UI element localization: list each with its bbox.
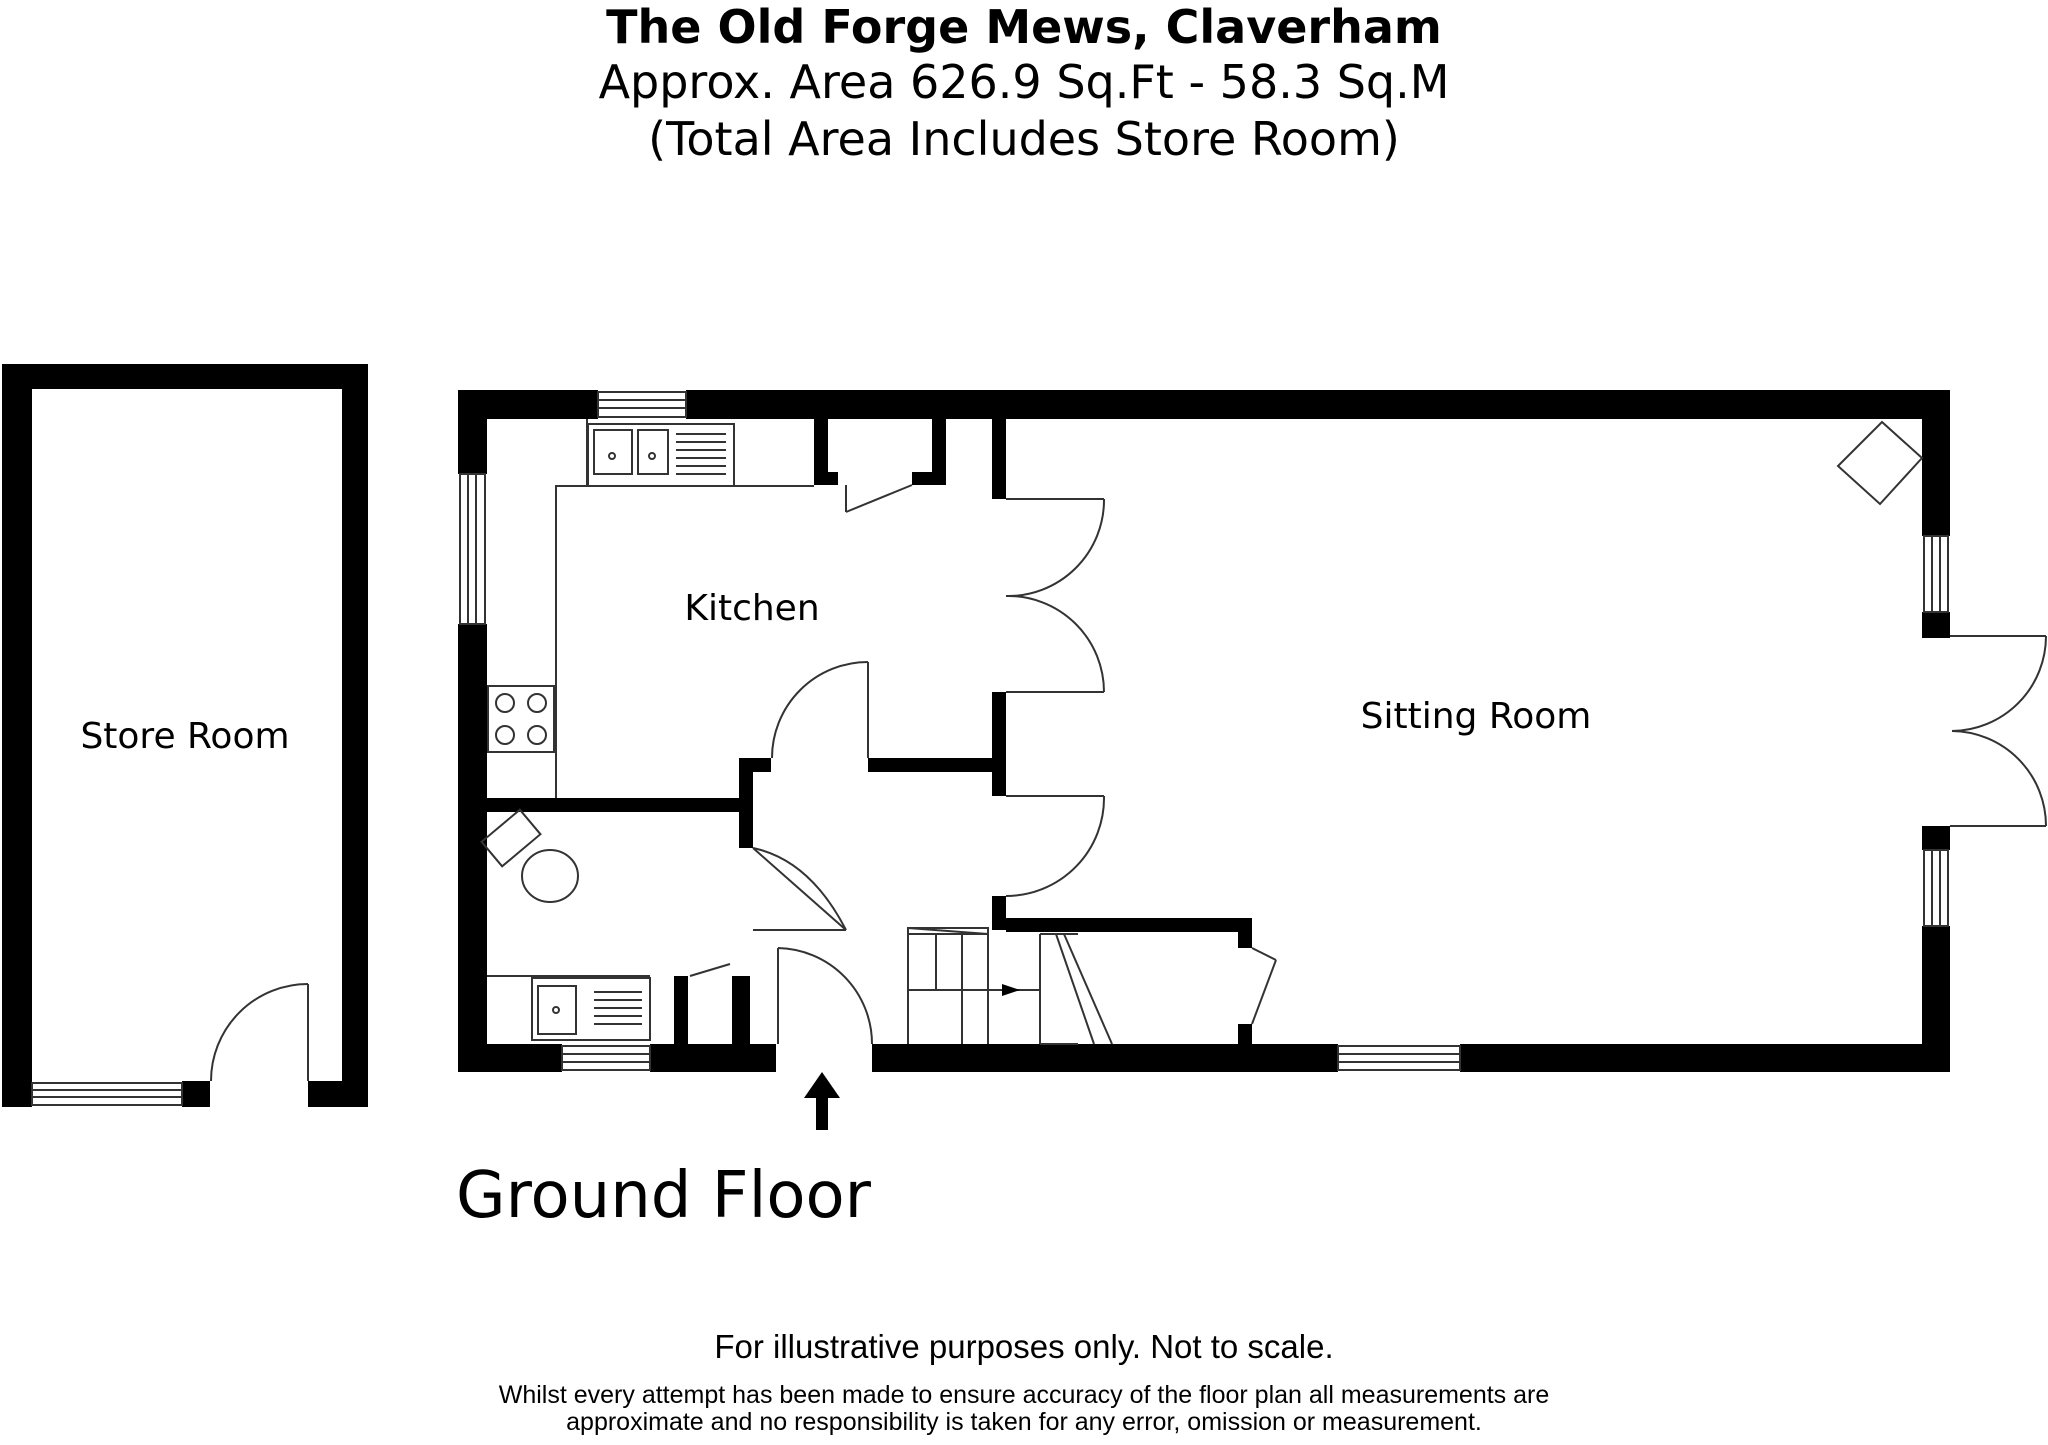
store-room-label: Store Room — [80, 716, 290, 757]
sitting-room-label: Sitting Room — [1360, 696, 1592, 737]
disclaimer-detail — [0, 1382, 2048, 1436]
stairs — [908, 928, 1112, 1044]
house-windows — [460, 392, 1948, 1070]
disclaimer-line-2: approximate and no responsibility is taken for any error, omission or measurement. — [566, 1408, 1482, 1436]
area-text: Approx. Area 626.9 Sq.Ft - 58.3 Sq.M — [598, 55, 1450, 109]
property-title: The Old Forge Mews, Claverham — [606, 0, 1442, 54]
disclaimer-main: For illustrative purposes only. Not to scale. — [714, 1328, 1334, 1365]
floor-label: Ground Floor — [456, 1159, 871, 1233]
fixtures — [482, 419, 1922, 1040]
disclaimer-line-1: Whilst every attempt has been made to ensure accuracy of the floor plan all measurements are — [498, 1381, 1550, 1409]
store-room-window — [32, 1083, 182, 1105]
stair-arrow — [1002, 984, 1020, 996]
house-interior-walls — [487, 419, 1252, 1046]
entrance-arrow-icon — [804, 1072, 840, 1130]
store-room-door — [211, 984, 308, 1081]
area-note: (Total Area Includes Store Room) — [648, 112, 1400, 166]
kitchen-label: Kitchen — [684, 588, 820, 629]
house-outer-walls — [458, 390, 1950, 1072]
